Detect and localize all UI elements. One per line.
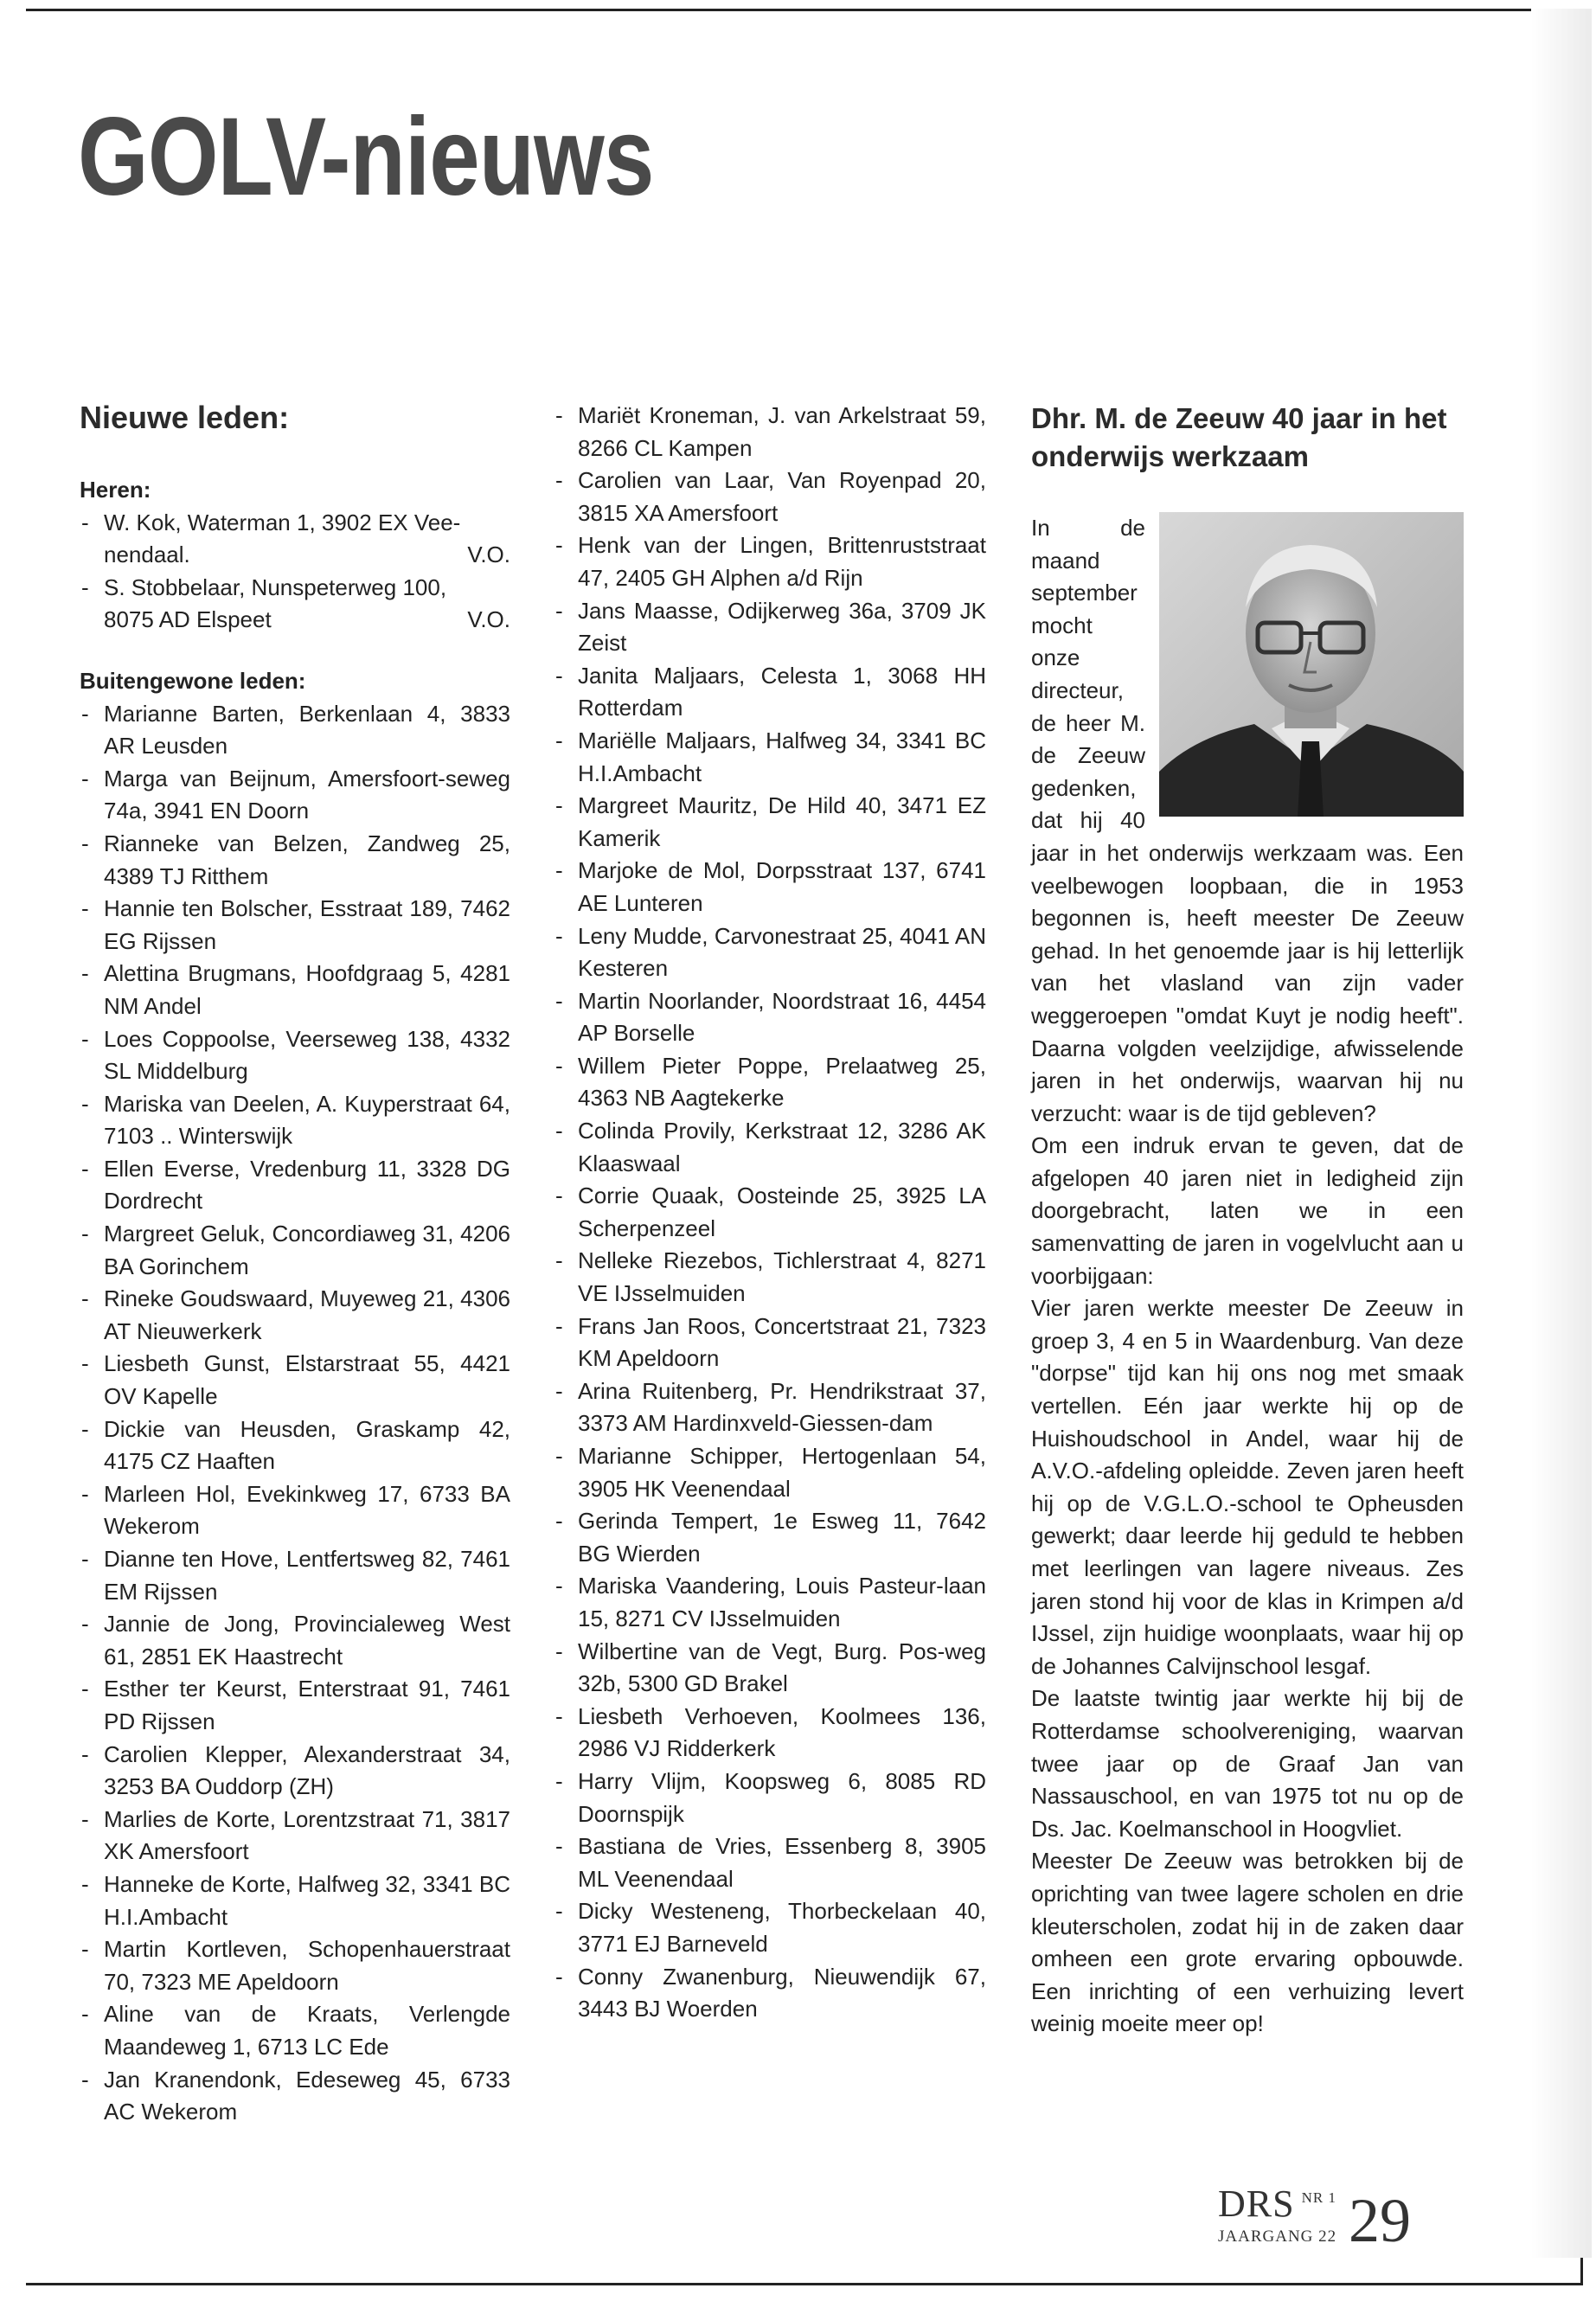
list-item: - Aline van de Kraats, Verlengde Maandeweg 1, 6713 LC Ede — [80, 1998, 510, 2063]
article-paragraph: In de maand september mocht onze directeur, de heer M. de Zeeuw gedenken, dat hij 40 jaar in het onderwijs werkzaam was. Een veelbewogen loopbaan, die in 1953 begonnen is, heeft meester De Zeeuw gehad. In het genoemde jaar is hij letterlijk van het vlasland van zijn vader weggeroepen "omdat Kuyt je nodig heeft". Daarna volgden veelzijdige, afwisselende jaren in het onderwijs, waarvan hij nu verzucht: waar is de tijd gebleven? — [1031, 515, 1464, 1126]
list-item: - Hannie ten Bolscher, Esstraat 189, 7462 EG Rijssen — [80, 893, 510, 958]
article-paragraph: Vier jaren werkte meester De Zeeuw in groep 3, 4 en 5 in Waardenburg. Van deze "dorpse" tijd kan hij ons nog met smaak vertellen. Eén jaar werkte hij op de Huishoudschool in Andel, waar hij de A.V.O.-afdeling opleidde. Zeven jaren heeft hij op de V.G.L.O.-school te Opheusden gewerkt; daar leerde hij geduld te hebben met leerlingen van lagere niveaus. Zes jaren stond hij voor de klas in Krimpen a/d IJssel, zijn huidige woonplaats, waar hij op de Johannes Calvijnschool lesgaf. — [1031, 1295, 1464, 1679]
list-item: - Corrie Quaak, Oosteinde 25, 3925 LA Scherpenzeel — [554, 1180, 986, 1245]
portrait-photo — [1159, 512, 1464, 817]
list-item: - Carolien van Laar, Van Royenpad 20, 3815 XA Amersfoort — [554, 465, 986, 529]
list-item: - Liesbeth Gunst, Elstarstraat 55, 4421 OV Kapelle — [80, 1348, 510, 1413]
list-item: - Arina Ruitenberg, Pr. Hendrikstraat 37, 3373 AM Hardinxveld-Giessen-dam — [554, 1375, 986, 1440]
member-entry-address: 8075 AD Elspeet — [104, 606, 272, 633]
list-item: - Jannie de Jong, Provincialeweg West 61, 2851 EK Haastrecht — [80, 1608, 510, 1673]
list-item — [80, 572, 510, 637]
heren-heading: Heren: — [80, 477, 151, 503]
portrait-illustration — [1159, 512, 1464, 817]
list-item: - Rianneke van Belzen, Zandweg 25, 4389 TJ Ritthem — [80, 828, 510, 893]
buitengewone-list-continued — [554, 400, 986, 2026]
list-item: - Rineke Goudswaard, Muyeweg 21, 4306 AT Nieuwerkerk — [80, 1283, 510, 1348]
list-item: - Dicky Westeneng, Thorbeckelaan 40, 3771 EJ Barneveld — [554, 1895, 986, 1960]
list-item: - Mariska van Deelen, A. Kuyperstraat 64, 7103 .. Winterswijk — [80, 1088, 510, 1153]
new-members-heading: Nieuwe leden: — [80, 400, 290, 435]
list-item: - Margreet Geluk, Concordiaweg 31, 4206 BA Gorinchem — [80, 1218, 510, 1283]
list-item: - Marianne Schipper, Hertogenlaan 54, 3905 HK Veenendaal — [554, 1440, 986, 1505]
member-entry: S. Stobbelaar, Nunspeterweg 100, — [104, 574, 447, 600]
volume-label: JAARGANG 22 — [1218, 2227, 1337, 2246]
page-title: GOLV-nieuws — [78, 95, 654, 219]
list-item: - Marga van Beijnum, Amersfoort-seweg 74a, 3941 EN Doorn — [80, 763, 510, 828]
list-item: - Marianne Barten, Berkenlaan 4, 3833 AR Leusden — [80, 698, 510, 763]
column-members-continued — [554, 400, 986, 2026]
list-item: - Wilbertine van de Vegt, Burg. Pos-weg 32b, 5300 GD Brakel — [554, 1636, 986, 1701]
list-item: - Ellen Everse, Vredenburg 11, 3328 DG Dordrecht — [80, 1153, 510, 1218]
list-item: - Dianne ten Hove, Lentfertsweg 82, 7461 EM Rijssen — [80, 1543, 510, 1608]
list-item: - Liesbeth Verhoeven, Koolmees 136, 2986 VJ Ridderkerk — [554, 1701, 986, 1766]
article-paragraph: Meester De Zeeuw was betrokken bij de oprichting van twee lagere scholen en drie kleuterscholen, zodat hij in de zaken daar omheen een grote ervaring opbouwde. Een inrichting of een verhuizing levert weinig moeite meer op! — [1031, 1848, 1464, 2037]
list-item: - Gerinda Tempert, 1e Esweg 11, 7642 BG Wierden — [554, 1505, 986, 1570]
member-entry: W. Kok, Waterman 1, 3902 EX Vee- — [104, 509, 461, 535]
buitengewone-list — [80, 698, 510, 2129]
list-item: - Mariska Vaandering, Louis Pasteur-laan 15, 8271 CV IJsselmuiden — [554, 1570, 986, 1635]
list-item: - Dickie van Heusden, Graskamp 42, 4175 CZ Haaften — [80, 1413, 510, 1478]
list-item — [80, 507, 510, 572]
list-item: - Mariët Kroneman, J. van Arkelstraat 59, 8266 CL Kampen — [554, 400, 986, 465]
magazine-name: DRS — [1218, 2182, 1295, 2225]
list-item: - Willem Pieter Poppe, Prelaatweg 25, 4363 NB Aagtekerke — [554, 1050, 986, 1115]
list-item: - Esther ter Keurst, Enterstraat 91, 7461 PD Rijssen — [80, 1673, 510, 1738]
page-number: 29 — [1348, 2186, 1411, 2255]
list-item: - Henk van der Lingen, Brittenruststraat 47, 2405 GH Alphen a/d Rijn — [554, 529, 986, 594]
member-entry-tail — [104, 604, 510, 637]
article-heading: Dhr. M. de Zeeuw 40 jaar in het onderwijs werkzaam — [1031, 402, 1447, 472]
list-item: - Janita Maljaars, Celesta 1, 3068 HH Rotterdam — [554, 660, 986, 725]
scan-shadow — [1531, 9, 1592, 2258]
heren-list — [80, 507, 510, 637]
list-item: - Jan Kranendonk, Edeseweg 45, 6733 AC Wekerom — [80, 2064, 510, 2129]
list-item: - Bastiana de Vries, Essenberg 8, 3905 ML Veenendaal — [554, 1830, 986, 1895]
list-item: - Jans Maasse, Odijkerweg 36a, 3709 JK Zeist — [554, 595, 986, 660]
list-item: - Harry Vlijm, Koopsweg 6, 8085 RD Doornspijk — [554, 1766, 986, 1830]
list-item: - Frans Jan Roos, Concertstraat 21, 7323 KM Apeldoorn — [554, 1311, 986, 1375]
list-item: - Marlies de Korte, Lorentzstraat 71, 3817 XK Amersfoort — [80, 1804, 510, 1868]
list-item: - Marleen Hol, Evekinkweg 17, 6733 BA Wekerom — [80, 1478, 510, 1543]
member-entry-tail — [104, 539, 510, 572]
list-item: - Margreet Mauritz, De Hild 40, 3471 EZ Kamerik — [554, 790, 986, 855]
list-item: - Martin Kortleven, Schopenhauerstraat 70, 7323 ME Apeldoorn — [80, 1933, 510, 1998]
column-article — [1031, 400, 1464, 2041]
list-item: - Nelleke Riezebos, Tichlerstraat 4, 8271 VE IJsselmuiden — [554, 1245, 986, 1310]
article-paragraph: De laatste twintig jaar werkte hij bij de Rotterdamse schoolvereniging, waarvan twee jaar op de Graaf Jan van Nassauschool, en van 1975 tot nu op de Ds. Jac. Koelmanschool in Hoogvliet. — [1031, 1685, 1464, 1842]
list-item: - Loes Coppoolse, Veerseweg 138, 4332 SL Middelburg — [80, 1023, 510, 1088]
list-item: - Martin Noorlander, Noordstraat 16, 4454 AP Borselle — [554, 985, 986, 1050]
list-item: - Marjoke de Mol, Dorpsstraat 137, 6741 AE Lunteren — [554, 855, 986, 920]
list-item: - Leny Mudde, Carvonestraat 25, 4041 AN Kesteren — [554, 920, 986, 985]
article-paragraph: Om een indruk ervan te geven, dat de afgelopen 40 jaren niet in ledigheid zijn doorgebracht, laten we in een samenvatting de jaren in vogelvlucht aan u voorbijgaan: — [1031, 1132, 1464, 1289]
list-item: - Colinda Provily, Kerkstraat 12, 3286 AK Klaaswaal — [554, 1115, 986, 1180]
member-type-tag: V.O. — [467, 606, 510, 633]
buitengewone-heading: Buitengewone leden: — [80, 667, 306, 694]
issue-number: NR 1 — [1301, 2189, 1336, 2206]
member-type-tag: V.O. — [467, 542, 510, 568]
list-item: - Hanneke de Korte, Halfweg 32, 3341 BC H.I.Ambacht — [80, 1868, 510, 1933]
page-footer — [1218, 2182, 1411, 2255]
list-item: - Mariëlle Maljaars, Halfweg 34, 3341 BC H.I.Ambacht — [554, 725, 986, 790]
list-item: - Alettina Brugmans, Hoofdgraag 5, 4281 NM Andel — [80, 958, 510, 1022]
list-item: - Carolien Klepper, Alexanderstraat 34, 3253 BA Ouddorp (ZH) — [80, 1739, 510, 1804]
list-item: - Conny Zwanenburg, Nieuwendijk 67, 3443 BJ Woerden — [554, 1961, 986, 2026]
member-entry-address: nendaal. — [104, 542, 190, 568]
column-new-members — [80, 400, 510, 2129]
